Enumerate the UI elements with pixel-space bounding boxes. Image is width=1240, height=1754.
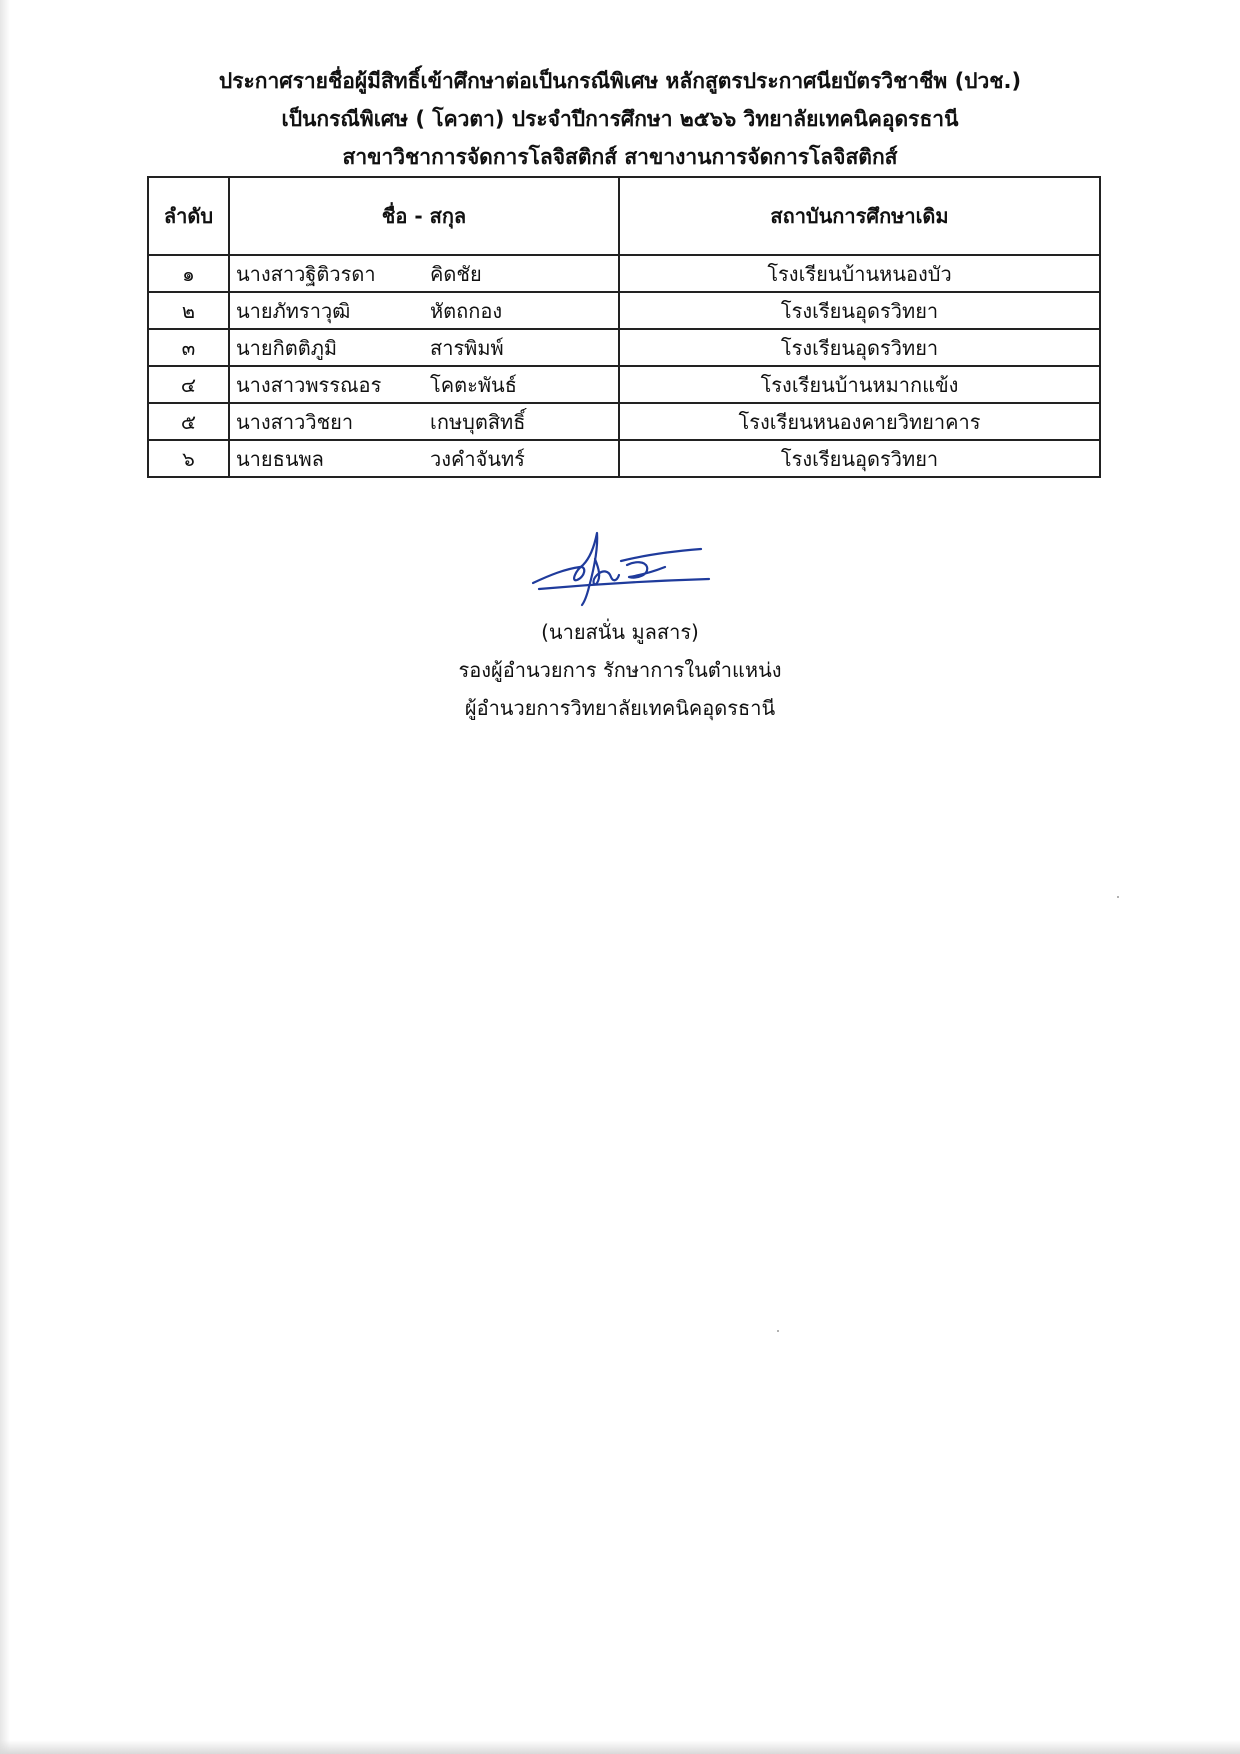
table-row (148, 292, 1100, 329)
row-number: ๒ (148, 292, 229, 329)
scan-speck (777, 1330, 779, 1332)
previous-school: โรงเรียนอุดรวิทยา (619, 292, 1100, 329)
student-name (229, 440, 619, 477)
last-name: วงคำจันทร์ (430, 446, 525, 471)
student-name (229, 366, 619, 403)
handwritten-signature (525, 525, 715, 615)
student-name (229, 255, 619, 292)
signatory-position-1: รองผู้อำนวยการ รักษาการในตำแหน่ง (458, 658, 782, 682)
scan-shadow-bottom (0, 1740, 1240, 1754)
announcement-header (130, 62, 1110, 176)
table-row (148, 440, 1100, 477)
student-name (229, 403, 619, 440)
table-row (148, 255, 1100, 292)
previous-school: โรงเรียนบ้านหมากแข้ง (619, 366, 1100, 403)
column-header-school: สถาบันการศึกษาเดิม (619, 177, 1100, 255)
last-name: โคตะพันธ์ (430, 372, 517, 397)
previous-school: โรงเรียนบ้านหนองบัว (619, 255, 1100, 292)
column-header-name: ชื่อ - สกุล (229, 177, 619, 255)
scan-shadow-left (0, 0, 10, 1754)
row-number: ๕ (148, 403, 229, 440)
table-row (148, 329, 1100, 366)
first-name: นางสาววิชยา (236, 409, 354, 434)
student-name (229, 329, 619, 366)
last-name: สารพิมพ์ (430, 335, 504, 360)
previous-school: โรงเรียนอุดรวิทยา (619, 329, 1100, 366)
first-name: นางสาวฐิติวรดา (236, 261, 376, 286)
last-name: เกษบุตสิทธิ์ (430, 409, 526, 434)
previous-school: โรงเรียนอุดรวิทยา (619, 440, 1100, 477)
header-line-2: เป็นกรณีพิเศษ ( โควตา) ประจำปีการศึกษา ๒๕๖๖ วิทยาลัยเทคนิคอุดรธานี (281, 107, 959, 131)
first-name: นายธนพล (236, 446, 324, 471)
first-name: นางสาวพรรณอร (236, 372, 382, 397)
last-name: คิดชัย (430, 261, 482, 286)
signatory-name: (นายสนั่น มูลสาร) (541, 620, 699, 644)
row-number: ๓ (148, 329, 229, 366)
column-header-no: ลำดับ (148, 177, 229, 255)
row-number: ๖ (148, 440, 229, 477)
header-line-1: ประกาศรายชื่อผู้มีสิทธิ์เข้าศึกษาต่อเป็นกรณีพิเศษ หลักสูตรประกาศนียบัตรวิชาชีพ (ปวช.) (218, 69, 1022, 93)
first-name: นายภัทราวุฒิ (236, 298, 351, 323)
signatory-block (380, 613, 860, 727)
row-number: ๔ (148, 366, 229, 403)
header-line-3: สาขาวิชาการจัดการโลจิสติกส์ สาขางานการจัดการโลจิสติกส์ (342, 145, 898, 169)
student-name (229, 292, 619, 329)
table-header-row (148, 177, 1100, 255)
signatory-position-2: ผู้อำนวยการวิทยาลัยเทคนิคอุดรธานี (464, 696, 776, 720)
table-row (148, 366, 1100, 403)
student-list-table (147, 176, 1101, 478)
first-name: นายกิตติภูมิ (236, 335, 338, 360)
previous-school: โรงเรียนหนองคายวิทยาคาร (619, 403, 1100, 440)
row-number: ๑ (148, 255, 229, 292)
table-row (148, 403, 1100, 440)
scan-speck (1117, 896, 1119, 898)
last-name: หัตถกอง (430, 298, 503, 323)
